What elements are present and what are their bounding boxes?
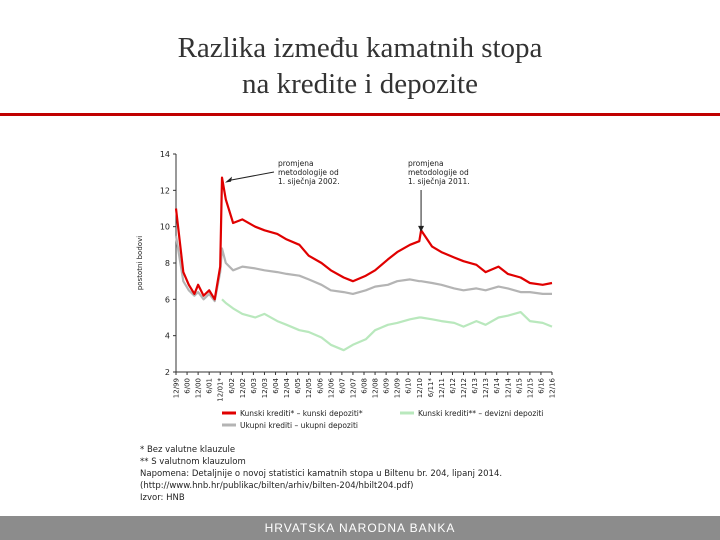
x-tick-label: 12/99 (172, 378, 181, 399)
annotation-line: 1. siječnja 2011. (408, 177, 470, 186)
x-tick-label: 12/07 (349, 378, 358, 399)
y-tick-label: 2 (164, 368, 170, 377)
annotation-line: metodologije od (278, 168, 339, 177)
series-line-3 (222, 299, 552, 350)
x-tick-label: 12/11 (437, 378, 446, 399)
title-divider (0, 113, 720, 116)
legend-label: Kunski krediti** – devizni depoziti (418, 409, 544, 418)
annotation-arrow (228, 172, 274, 181)
y-axis-label: postotni bodovi (136, 235, 144, 291)
x-tick-label: 6/03 (249, 378, 258, 394)
annotation-line: metodologije od (408, 168, 469, 177)
x-tick-label: 12/05 (305, 378, 314, 399)
y-tick-label: 4 (164, 331, 170, 341)
chart-axes (136, 150, 557, 402)
y-tick-label: 6 (164, 295, 170, 305)
x-tick-label: 6/02 (227, 378, 236, 394)
annotation-line: 1. siječnja 2002. (278, 177, 340, 186)
chart-series (176, 178, 552, 351)
annotation-line: promjena (278, 159, 314, 168)
chart-legend (222, 409, 543, 430)
footnote-3: Napomena: Detaljnije o novoj statistici kamatnih stopa u Biltenu br. 204, lipanj 2014. (140, 469, 503, 479)
annotation-arrowhead (225, 177, 232, 183)
x-tick-label: 12/10 (415, 378, 424, 399)
legend-label: Ukupni krediti – ukupni depoziti (240, 421, 358, 430)
x-tick-label: 12/09 (393, 378, 402, 399)
footnote-4: (http://www.hnb.hr/publikac/bilten/arhiv/bilten-204/hbilt204.pdf) (140, 481, 414, 491)
x-tick-label: 12/12 (460, 378, 469, 399)
x-tick-label: 12/06 (327, 378, 336, 399)
x-tick-label: 12/02 (238, 378, 247, 399)
x-tick-label: 6/06 (316, 378, 325, 394)
footnote-source: Izvor: HNB (140, 493, 185, 503)
x-tick-label: 12/08 (371, 378, 380, 399)
x-tick-label: 12/00 (194, 378, 203, 399)
x-tick-label: 6/05 (294, 378, 303, 394)
slide-title-line-1: Razlika između kamatnih stopa (177, 32, 543, 64)
x-tick-label: 12/13 (482, 378, 491, 399)
x-tick-label: 6/12 (448, 378, 457, 394)
slide-title-line-2: na kredite i depozite (242, 68, 478, 100)
line-chart (130, 140, 570, 440)
x-tick-label: 12/01* (216, 378, 225, 402)
x-tick-label: 6/13 (471, 378, 480, 394)
x-tick-label: 6/15 (515, 378, 524, 394)
y-tick-label: 12 (159, 186, 170, 196)
x-tick-label: 6/09 (382, 378, 391, 394)
annotation-line: promjena (408, 159, 444, 168)
x-tick-label: 6/10 (404, 378, 413, 394)
x-tick-label: 12/03 (260, 378, 269, 399)
x-tick-label: 6/07 (338, 378, 347, 394)
annotation-text (408, 159, 470, 186)
y-tick-label: 10 (159, 222, 170, 232)
x-tick-label: 12/14 (504, 378, 513, 399)
y-tick-label: 8 (164, 259, 170, 268)
x-tick-label: 6/01 (205, 378, 214, 394)
x-tick-label: 12/04 (283, 378, 292, 399)
footnote-2: ** S valutnom klauzulom (140, 457, 246, 467)
y-tick-label: 14 (159, 150, 170, 159)
footnote-1: * Bez valutne klauzule (140, 445, 236, 455)
x-tick-label: 6/04 (272, 378, 281, 394)
annotation-arrowhead (418, 226, 424, 232)
x-tick-label: 6/11* (426, 378, 435, 398)
x-tick-label: 6/08 (360, 378, 369, 394)
x-tick-label: 6/16 (537, 378, 546, 394)
chart-annotations (225, 159, 470, 232)
x-tick-label: 6/14 (493, 378, 502, 394)
footer-bar (0, 516, 720, 540)
footnotes (140, 444, 502, 504)
x-tick-label: 12/16 (548, 378, 557, 399)
x-tick-label: 12/15 (526, 378, 535, 399)
legend-label: Kunski krediti* – kunski depoziti* (240, 409, 363, 418)
slide-title (0, 30, 720, 102)
series-line-1 (176, 178, 552, 300)
x-tick-label: 6/00 (183, 378, 192, 394)
footer-text: HRVATSKA NARODNA BANKA (264, 521, 456, 535)
annotation-text (278, 159, 340, 186)
